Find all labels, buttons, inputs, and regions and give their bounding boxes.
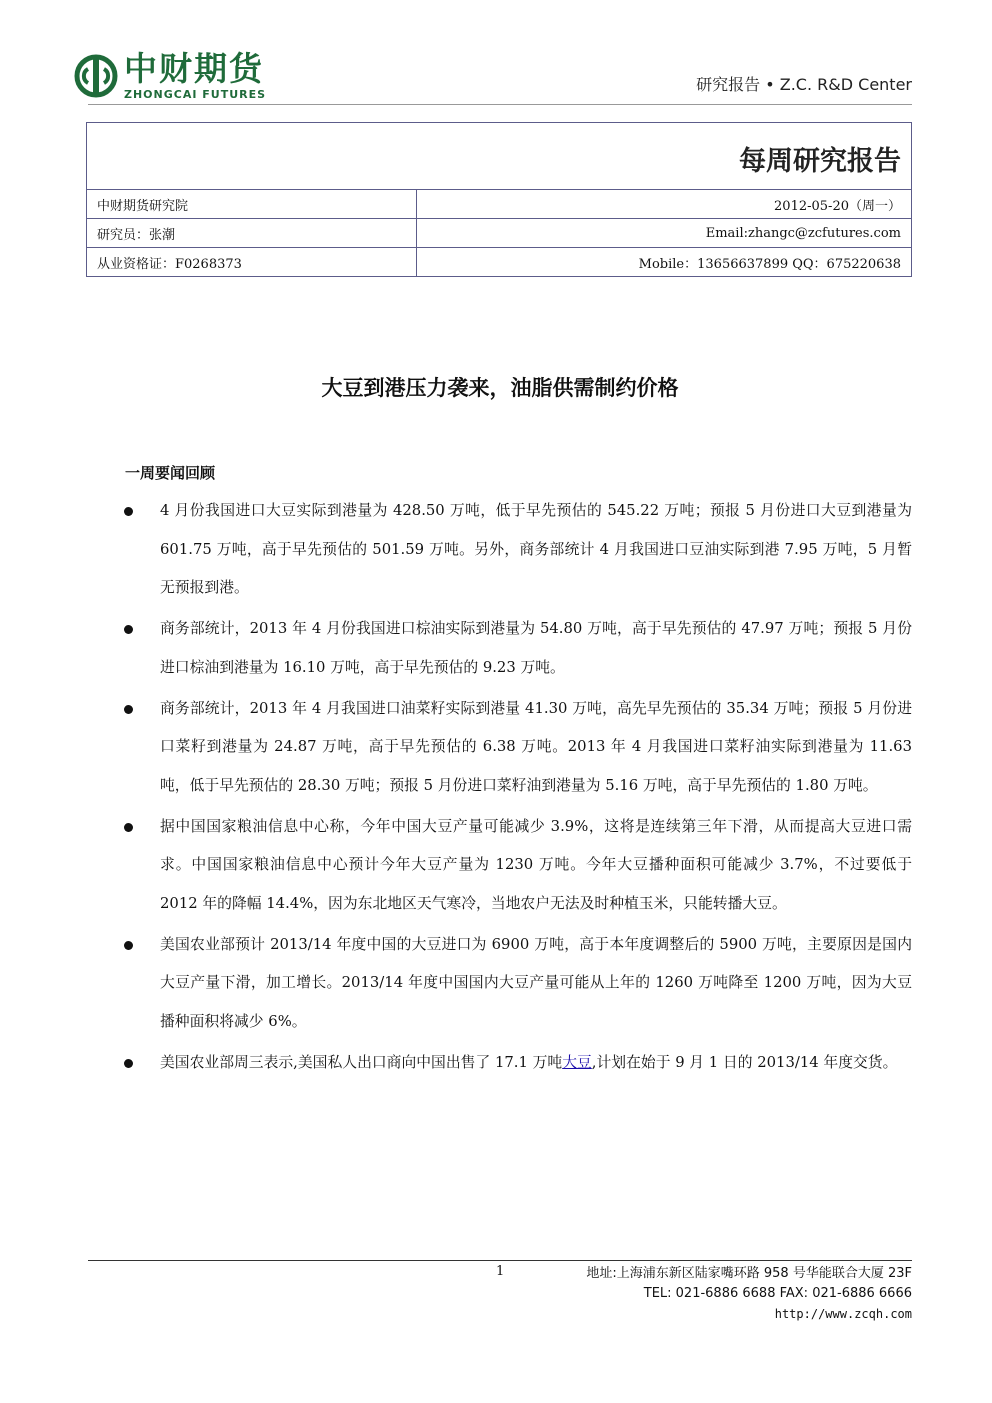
list-item-text-after-link: ,计划在始于 9 月 1 日的 2013/14 年度交货。 [591,1053,898,1071]
bullet-icon [124,507,133,516]
table-row [87,123,912,190]
company-logo [74,49,304,104]
bullet-icon [124,625,133,634]
page-number: 1 [496,1264,505,1279]
footer-address: 地址:上海浦东新区陆家嘴环路 958 号华能联合大厦 23F [586,1266,912,1281]
bullet-icon [124,705,133,714]
bullet-icon [124,941,133,950]
list-item-text: 4 月份我国进口大豆实际到港量为 428.50 万吨，低于早先预估的 545.22 万吨；预报 5 月份进口大豆到港量为 601.75 万吨，高于早先预估的 501.59 万吨。另外，商务部统计 4 月我国进口豆油实际到港 7.95 万吨，5 月暂无预报到港。 [160,502,912,597]
logo-chinese-text: 中财期货 [124,49,264,88]
list-item-text-before-link: 美国农业部周三表示,美国私人出口商向中国出售了 17.1 万吨 [160,1053,563,1071]
table-row [87,248,912,277]
footer-divider [88,1260,912,1261]
list-item [118,610,912,687]
report-info-table [86,122,912,277]
list-item [118,492,912,608]
bullet-icon [124,1059,133,1068]
license-cell: 从业资格证：F0268373 [87,248,417,277]
list-item [118,1044,912,1083]
list-item-text: 美国农业部预计 2013/14 年度中国的大豆进口为 6900 万吨，高于本年度调整后的 5900 万吨，主要原因是国内大豆产量下滑，加工增长。2013/14 年度中国国内大豆产量可能从上年的 1260 万吨降至 1200 万吨，因为大豆播种面积将减少 6%。 [160,935,912,1031]
zhongcai-logo-icon [74,54,118,98]
report-label: 研究报告 • Z.C. R&D Center [696,75,912,94]
list-item [118,690,912,806]
list-item-text: 据中国国家粮油信息中心称，今年中国大豆产量可能减少 3.9%，这将是连续第三年下滑，从而提高大豆进口需求。中国国家粮油信息中心预计今年大豆产量为 1230 万吨。今年大豆播种面积可能减少 3.7%，不过要低于 2012 年的降幅 14.4%，因为东北地区天气寒冷，当地农户无法及时种植玉米，只能转播大豆。 [160,817,912,913]
soybean-link[interactable]: 大豆 [562,1053,592,1071]
list-item-text: 商务部统计，2013 年 4 月我国进口油菜籽实际到港量 41.30 万吨，高先早先预估的 35.34 万吨；预报 5 月份进口菜籽到港量为 24.87 万吨，高于早先预估的 6.38 万吨。2013 年 4 月我国进口菜籽油实际到港量为 11.63 吨，低于早先预估的 28.30 万吨；预报 5 月份进口菜籽油到港量为 5.16 万吨，高于早先预估的 1.80 万吨。 [160,699,912,794]
list-item [118,808,912,924]
date-cell: 2012-05-20（周一） [417,190,912,219]
footer-phone-fax: TEL: 021-6886 6688 FAX: 021-6886 6666 [643,1286,912,1301]
email-cell: Email:zhangc@zcfutures.com [417,219,912,248]
table-row [87,219,912,248]
report-type-title: 每周研究报告 [87,123,912,190]
header-divider [88,104,912,105]
document-title: 大豆到港压力袭来，油脂供需制约价格 [321,376,679,400]
section-heading: 一周要闻回顾 [125,464,216,482]
table-row [87,190,912,219]
footer-contact [586,1264,912,1324]
logo-english-text: ZHONGCAI FUTURES [124,88,267,101]
list-item [118,926,912,1042]
contact-cell: Mobile：13656637899 QQ：675220638 [417,248,912,277]
researcher-cell: 研究员：张潮 [87,219,417,248]
bullet-icon [124,823,133,832]
list-item-text: 商务部统计，2013 年 4 月份我国进口棕油实际到港量为 54.80 万吨，高于早先预估的 47.97 万吨；预报 5 月份进口棕油到港量为 16.10 万吨，高于早先预估的 9.23 万吨。 [160,620,912,676]
institute-cell: 中财期货研究院 [87,190,417,219]
footer-website: http://www.zcqh.com [774,1307,912,1321]
news-list [118,492,912,1085]
